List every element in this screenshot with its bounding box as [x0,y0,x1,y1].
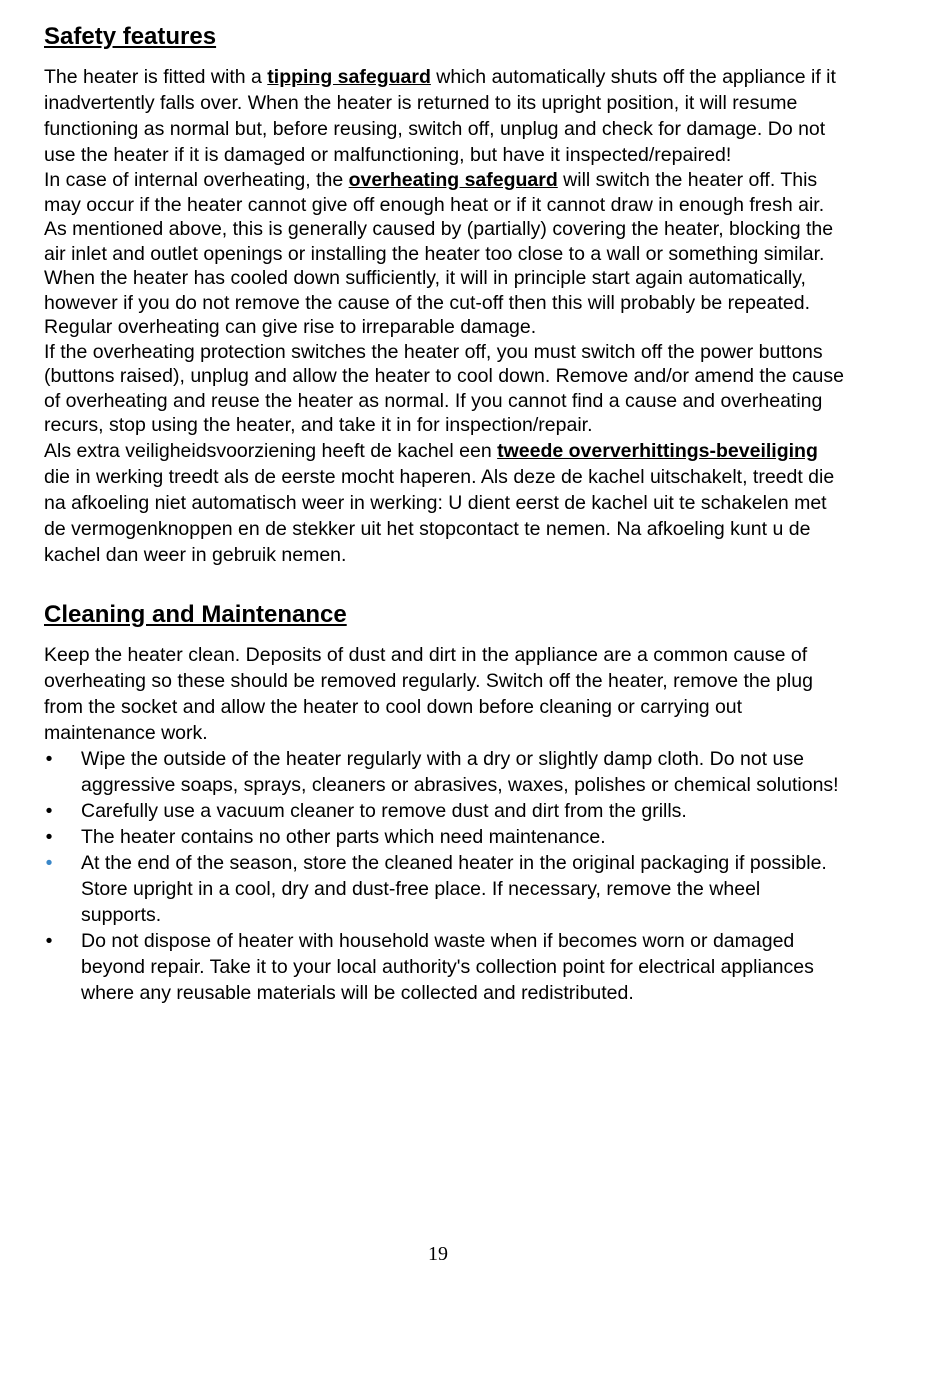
safety-section [44,20,844,568]
cleaning-intro-paragraph: Keep the heater clean. Deposits of dust and dirt in the appliance are a common cause of overheating so these should be removed regularly. Switch off the heater, remove the plug from the socket and allow the heater to cool down before cleaning or carrying out maintenance work. [44,643,813,744]
overheating-safeguard-paragraph [44,168,844,340]
cleaning-section [44,598,844,1006]
list-item [44,746,844,798]
bullet-icon: • [45,929,53,952]
list-item [44,928,844,1006]
list-item-text: Carefully use a vacuum cleaner to remove dust and dirt from the grills. [81,799,687,822]
list-item [44,824,844,850]
list-item-text: Do not dispose of heater with household waste when if becomes worn or damaged beyond repair. Take it to your local authority's collection point for electrical appliances where any reusable materials will be collected and redistributed. [81,929,814,1004]
list-item [44,798,844,824]
second-safeguard-paragraph [44,438,844,568]
maintenance-list [44,746,844,1006]
text: Als extra veiligheidsvoorziening heeft de kachel een [44,439,498,462]
bullet-icon: • [45,825,53,848]
list-item-text: Wipe the outside of the heater regularly with a dry or slightly damp cloth. Do not use aggressive soaps, sprays, cleaners or abrasives, waxes, polishes or chemical solutions! [81,747,839,796]
cleaning-heading: Cleaning and Maintenance [44,600,347,628]
overheating-safeguard-term: overheating safeguard [348,169,558,191]
overheating-protection-paragraph: If the overheating protection switches the heater off, you must switch off the power buttons (buttons raised), unplug and allow the heater to cool down. Remove and/or amend the cause of overheating and reuse the heater as normal. If you cannot find a cause and overheating recurs, stop using the heater, and take it in for inspection/repair. [44,340,844,436]
list-item-text: The heater contains no other parts which need maintenance. [81,825,606,848]
list-item [44,850,844,928]
safety-heading: Safety features [44,23,217,50]
text: The heater is fitted with a [44,66,268,88]
text: die in werking treedt als de eerste mocht haperen. Als deze de kachel uitschakelt, treedt die na afkoeling niet automatisch weer in werking: U dient eerst de kachel uit te schakelen met de vermogenknoppen en de stekker uit het stopcontact te nemen. Na afkoeling kunt u de kachel dan weer in gebruik nemen. [44,465,835,566]
document-page [44,20,844,1006]
tipping-safeguard-term: tipping safeguard [267,66,431,88]
bullet-icon: • [45,851,53,874]
text: In case of internal overheating, the [44,169,349,191]
bullet-icon: • [45,799,53,822]
list-item-text: At the end of the season, store the cleaned heater in the original packaging if possible. Store upright in a cool, dry and dust-free place. If necessary, remove the wheel supports. [81,851,827,926]
text: will switch the heater off. This may occur if the heater cannot give off enough heat or if it cannot draw in enough fresh air. As mentioned above, this is generally caused by (partially) covering the heater, blocking the air inlet and outlet openings or installing the heater too close to a wall or something similar. When the heater has cooled down sufficiently, it will in principle start again automatically, however if you do not remove the cause of the cut-off then this will probably be repeated. Regular overheating can give rise to irreparable damage. [44,169,834,338]
bullet-icon: • [45,747,53,770]
text: which automatically shuts off the appliance if it inadvertently falls over. When the heater is returned to its upright position, it will resume functioning as normal but, before reusing, switch off, unplug and check for damage. Do not use the heater if it is damaged or malfunctioning, but have it inspected/repaired! [44,66,836,166]
tipping-safeguard-paragraph [44,64,844,168]
page-number: 19 [428,1243,448,1265]
second-safeguard-term: tweede oververhittings-beveiliging [497,439,818,462]
